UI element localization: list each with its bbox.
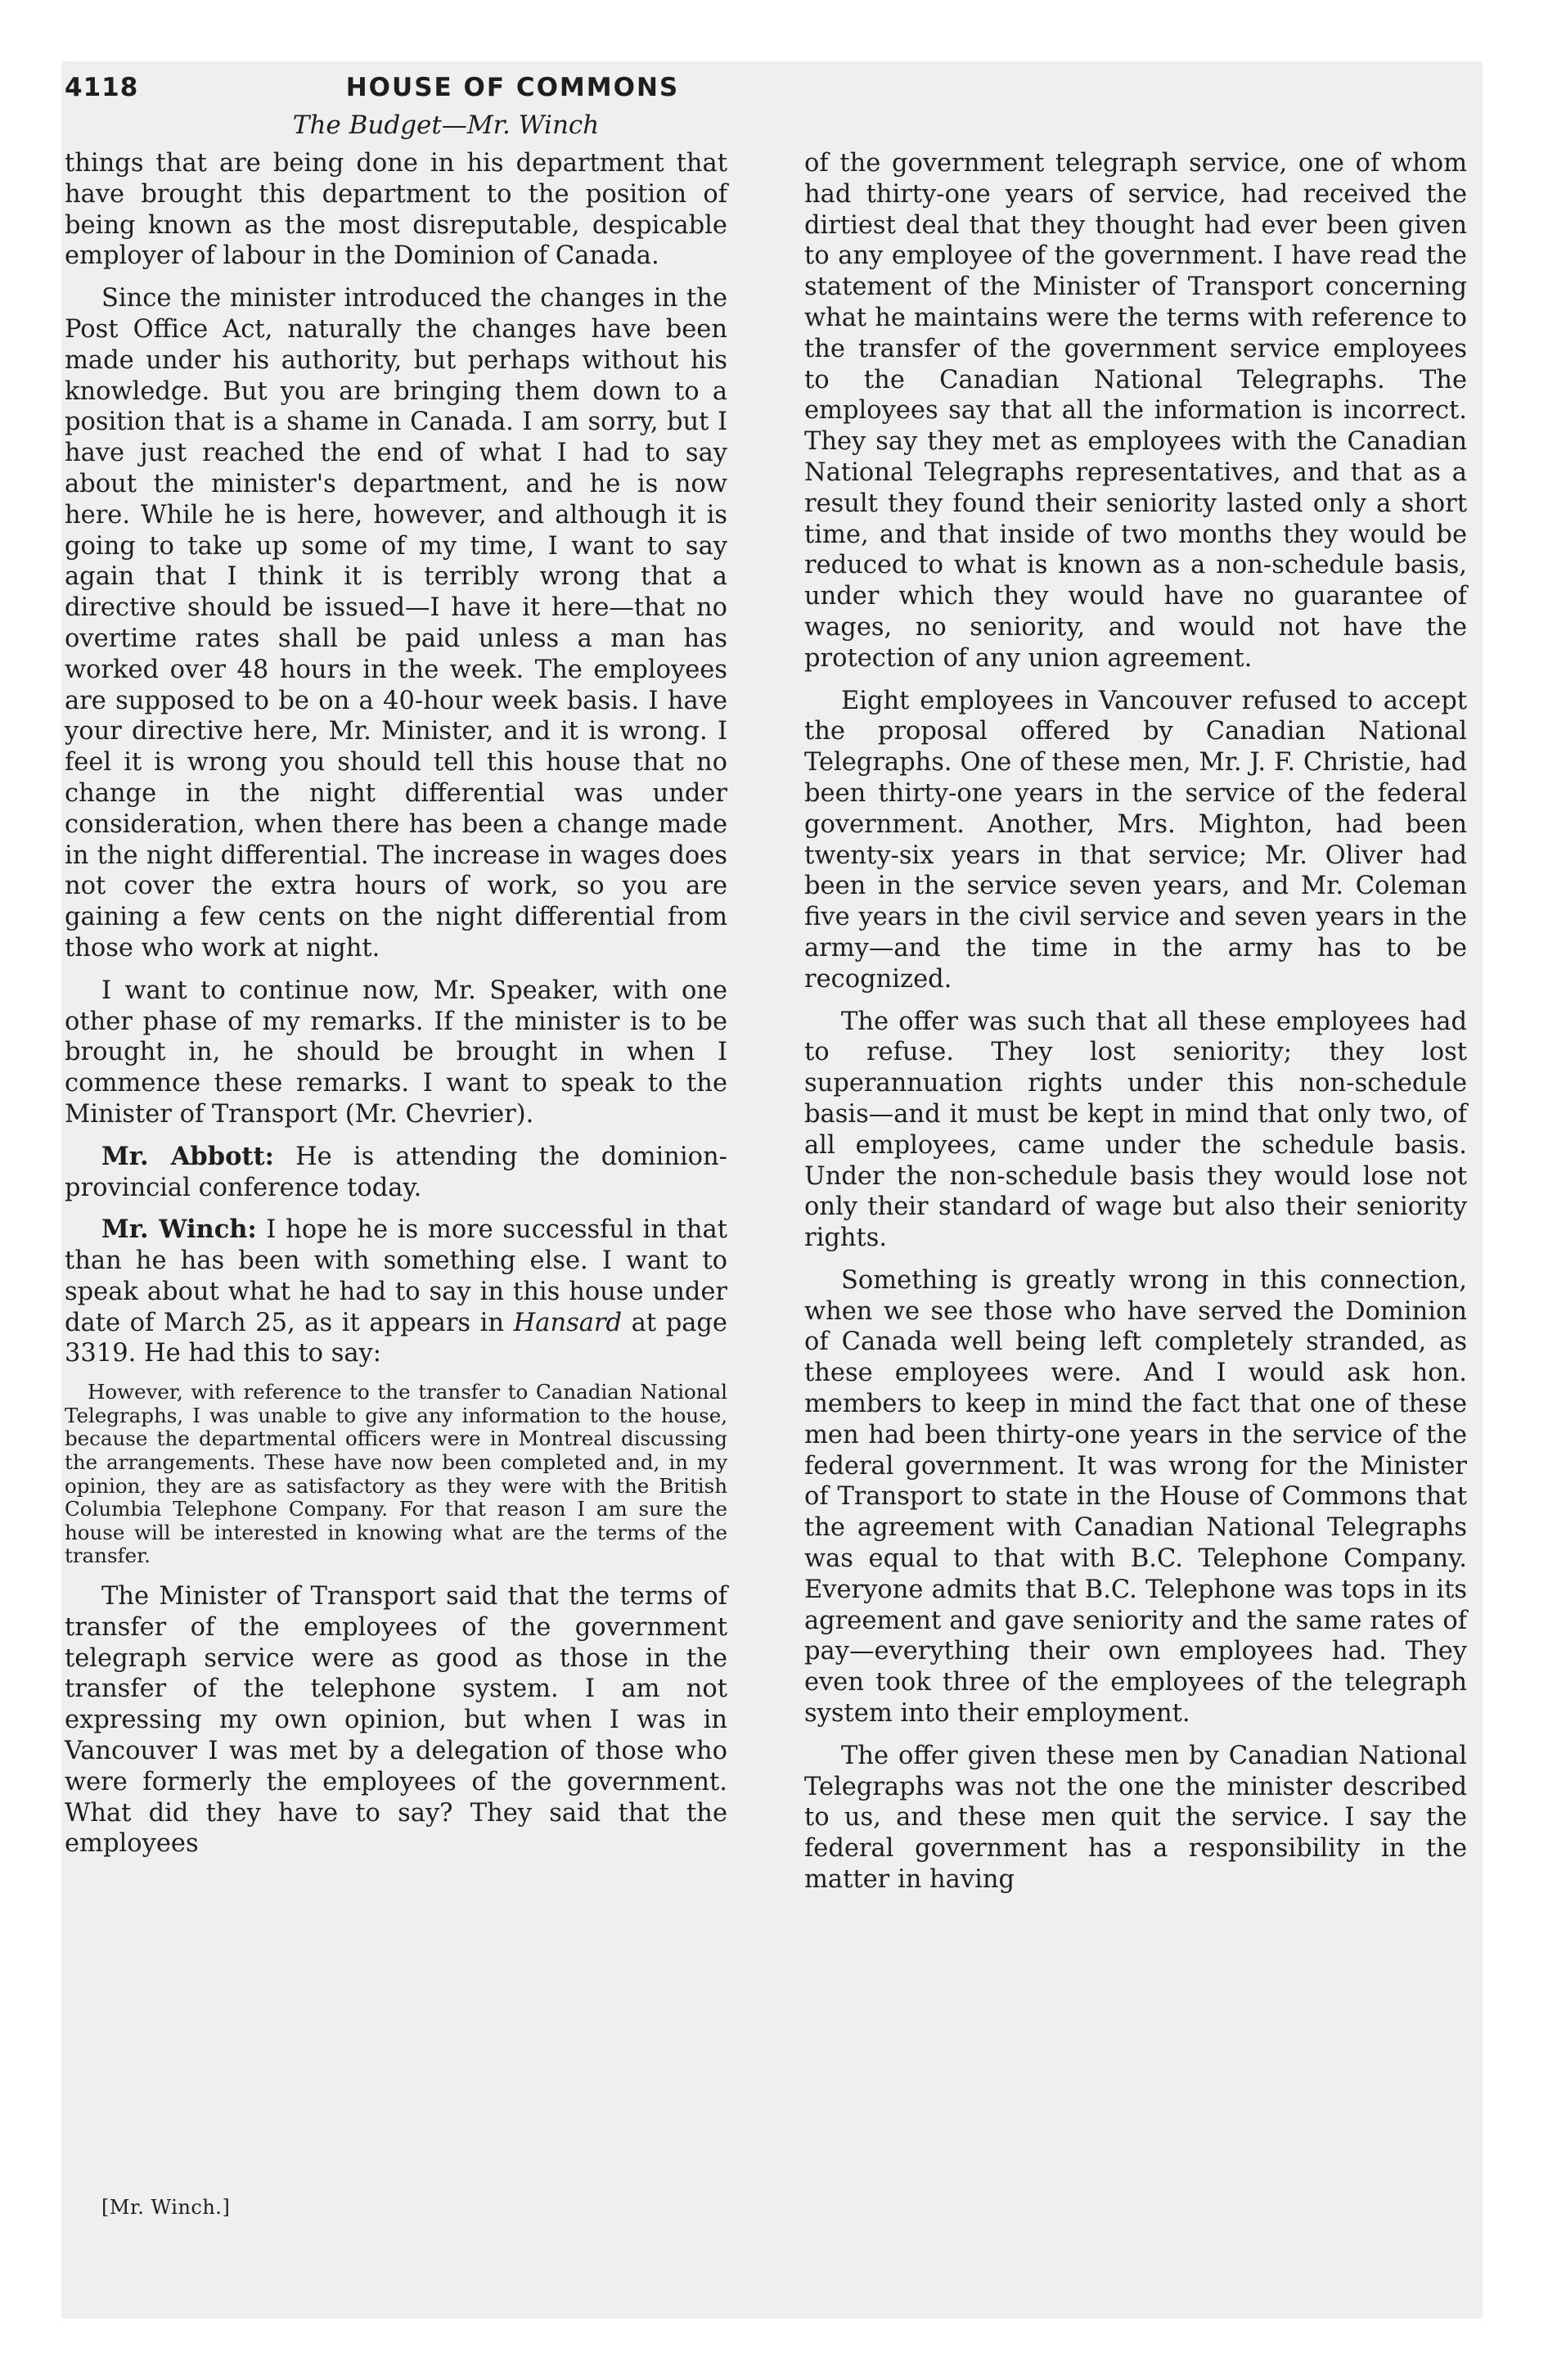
- speech-paragraph: [65, 1142, 727, 1204]
- right-column: [804, 148, 1467, 1907]
- speaker-name: Mr. Abbott:: [101, 1141, 274, 1171]
- speech-text: I hope he is more successful in that than he has been with something else. I want to speak about what he had to say in this house under date of March 25, as it appears in: [65, 1215, 727, 1337]
- section-subheading: The Budget—Mr. Winch: [292, 110, 600, 140]
- paragraph: The offer given these men by Canadian National Telegraphs was not the one the minister described to us, and these men quit the service. I say the federal government has a responsibility in the matter in having: [804, 1741, 1467, 1895]
- speech-paragraph: [65, 1215, 727, 1369]
- block-quote: However, with reference to the transfer to Canadian National Telegraphs, I was unable to give any information to the house, because the departmental officers were in Montreal discussing the arrangements. These have now been completed and, in my opinion, they are as satisfactory as they were with the British Columbia Telephone Company. For that reason I am sure the house will be interested in knowing what are the terms of the transfer.: [65, 1380, 727, 1568]
- paragraph: The Minister of Transport said that the terms of transfer of the employees of the government telegraph service were as good as those in the transfer of the telephone system. I am not expressing my own opinion, but when I was in Vancouver I was met by a delegation of those who were formerly the employees of the government. What did they have to say? They said that the employees: [65, 1582, 727, 1859]
- paragraph: Eight employees in Vancouver refused to accept the proposal offered by Canadian National Telegraphs. One of these men, Mr. J. F. Christie, had been thirty-one years in the service of the federal government. Another, Mrs. Mighton, had been twenty-six years in that service; Mr. Oliver had been in the service seven years, and Mr. Coleman five years in the civil service and seven years in the army—and the time in the army has to be recognized.: [804, 686, 1467, 994]
- page-header: [65, 73, 961, 114]
- speech-text: at page 3319. He had this to say:: [65, 1308, 727, 1368]
- speech-text: He is attending the dominion-provincial conference today.: [65, 1142, 727, 1202]
- speaker-name: Mr. Winch:: [101, 1215, 257, 1245]
- paragraph: things that are being done in his department that have brought this department to the position of being known as the most disreputable, despicable employer of labour in the Dominion of Canada.: [65, 149, 727, 271]
- speaker-footer-tag: [Mr. Winch.]: [101, 2196, 231, 2219]
- running-title: HOUSE OF COMMONS: [345, 73, 680, 102]
- paragraph: Since the minister introduced the changes in the Post Office Act, naturally the changes have been made under his authority, but perhaps without his knowledge. But you are bringing them down to a position that is a shame in Canada. I am sorry, but I have just reached the end of what I had to say about the minister's department, and he is now here. While he is here, however, and although it is going to take up some of my time, I want to say again that I think it is terribly wrong that a directive should be issued—I have it here—that no overtime rates shall be paid unless a man has worked over 48 hours in the week. The employees are supposed to be on a 40-hour week basis. I have your directive here, Mr. Minister, and it is wrong. I feel it is wrong you should tell this house that no change in the night differential was under consideration, when there has been a change made in the night differential. The increase in wages does not cover the extra hours of work, so you are gaining a few cents on the night differential from those who work at night.: [65, 284, 727, 962]
- paragraph: Something is greatly wrong in this connection, when we see those who have served the Dominion of Canada well being left completely stranded, as these employees were. And I would ask hon. members to keep in mind the fact that one of these men had been thirty-one years in the service of the federal government. It was wrong for the Minister of Transport to state in the House of Commons that the agreement with Canadian National Telegraphs was equal to that with B.C. Telephone Company. Everyone admits that B.C. Telephone was tops in its agreement and gave seniority and the same rates of pay—everything their own employees had. They even took three of the employees of the telegraph system into their employment.: [804, 1265, 1467, 1729]
- left-column: [65, 148, 727, 1871]
- paragraph: I want to continue now, Mr. Speaker, with one other phase of my remarks. If the minister is to be brought in, he should be brought in when I commence these remarks. I want to speak to the Minister of Transport (Mr. Chevrier).: [65, 976, 727, 1129]
- hansard-reference: Hansard: [513, 1308, 623, 1337]
- paragraph: of the government telegraph service, one of whom had thirty-one years of service, had received the dirtiest deal that they thought had ever been given to any employee of the government. I have read the statement of the Minister of Transport concerning what he maintains were the terms with reference to the transfer of the government service employees to the Canadian National Telegraphs. The employees say that all the information is incorrect. They say they met as employees with the Canadian National Telegraphs representatives, and that as a result they found their seniority lasted only a short time, and that inside of two months they would be reduced to what is known as a non-schedule basis, under which they would have no guarantee of wages, no seniority, and would not have the protection of any union agreement.: [804, 149, 1467, 673]
- page-number: 4118: [65, 73, 139, 102]
- paragraph: The offer was such that all these employees had to refuse. They lost seniority; they lost superannuation rights under this non-schedule basis—and it must be kept in mind that only two, of all employees, came under the schedule basis. Under the non-schedule basis they would lose not only their standard of wage but also their seniority rights.: [804, 1007, 1467, 1253]
